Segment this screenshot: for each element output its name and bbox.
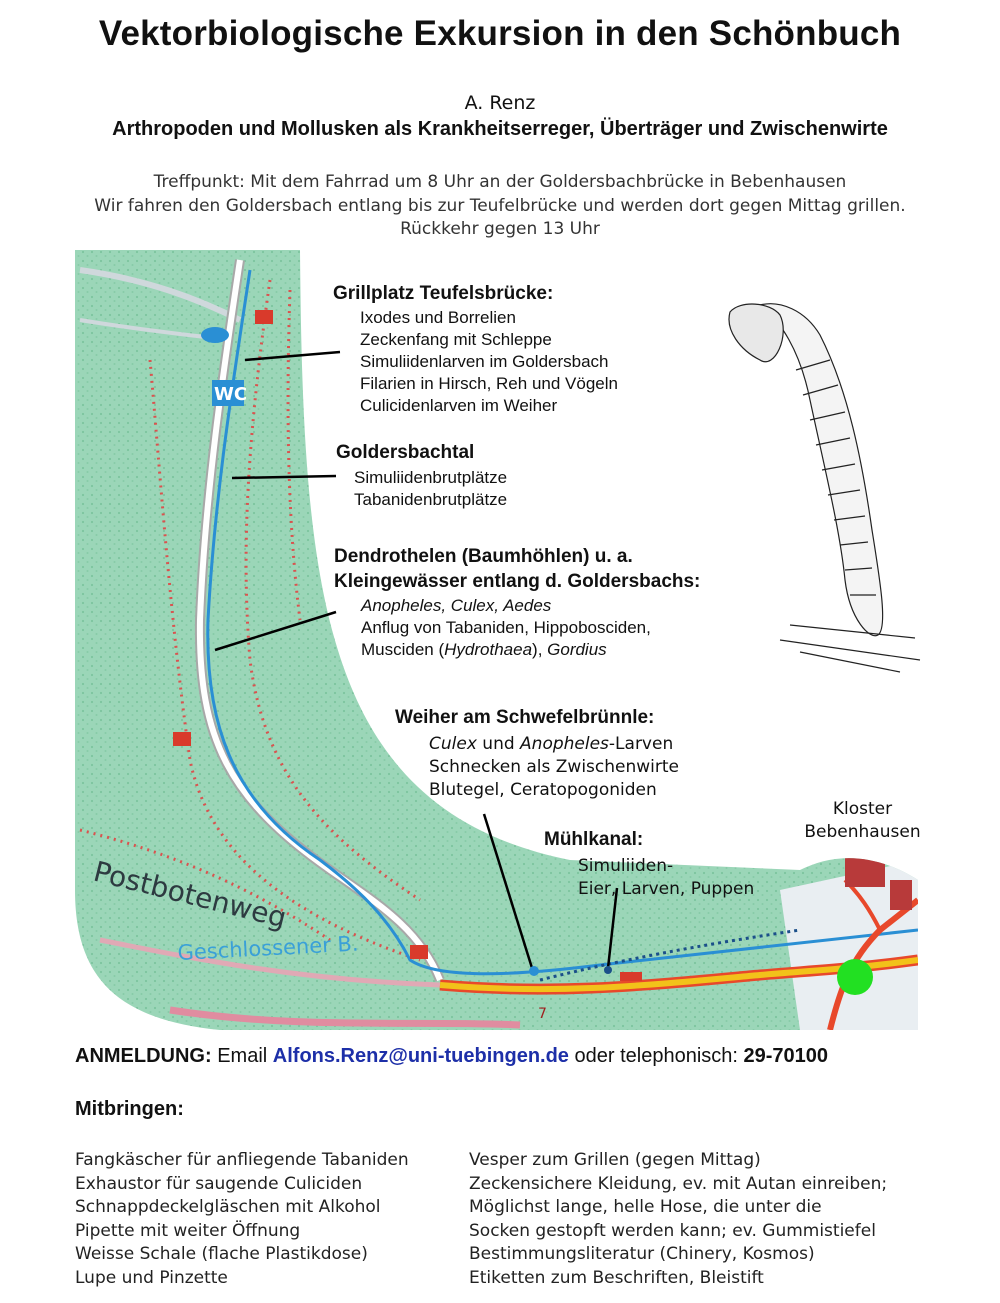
- author: A. Renz: [464, 92, 536, 114]
- list-item: Culex und Anopheles-Larven: [429, 734, 674, 754]
- list-item: Anflug von Tabaniden, Hippobosciden,: [361, 618, 651, 637]
- road-number: 7: [538, 1006, 547, 1022]
- list-item: Eier, Larven, Puppen: [578, 879, 755, 899]
- list-item: Fangkäscher für anfliegende Tabaniden: [75, 1150, 409, 1170]
- list-item: Schnappdeckelgläschen mit Alkohol: [75, 1197, 381, 1217]
- bring-list-right: [469, 1149, 887, 1290]
- list-item: Simuliiden-: [578, 856, 674, 876]
- list-item: Culicidenlarven im Weiher: [360, 396, 558, 415]
- list-item: Vesper zum Grillen (gegen Mittag): [469, 1150, 761, 1170]
- stop-weiher-title: Weiher am Schwefelbrünnle:: [395, 707, 655, 728]
- phone-number: 29-70100: [743, 1045, 829, 1067]
- place-label: Geschlossener B.: [177, 931, 360, 965]
- meeting-line-1: Treffpunkt: Mit dem Fahrrad um 8 Uhr an der Goldersbachbrücke in Bebenhausen: [153, 172, 847, 192]
- bring-heading: Mitbringen:: [75, 1098, 184, 1120]
- page-title: Vektorbiologische Exkursion in den Schönbuch: [98, 14, 902, 53]
- stop-dendrothelen-title-2: Kleingewässer entlang d. Goldersbachs:: [334, 571, 701, 592]
- list-item: Tabanidenbrutplätze: [354, 490, 508, 509]
- list-item: Zeckenfang mit Schleppe: [360, 330, 552, 349]
- list-item: Pipette mit weiter Öffnung: [75, 1220, 301, 1241]
- meeting-line-3: Rückkehr gegen 13 Uhr: [400, 219, 600, 239]
- stop-weiher-list: [429, 733, 679, 802]
- registration-line: ANMELDUNG: Email Alfons.Renz@uni-tuebingen.de oder telephonisch: 29-70100: [75, 1045, 829, 1067]
- wc-label: WC: [214, 384, 248, 405]
- list-item: Lupe und Pinzette: [75, 1267, 228, 1288]
- stop-dendrothelen-list: [361, 595, 651, 661]
- stop-grillplatz-title: Grillplatz Teufelsbrücke:: [333, 283, 554, 304]
- list-item: Ixodes und Borrelien: [360, 308, 516, 327]
- stop-dendrothelen-title-1: Dendrothelen (Baumhöhlen) u. a.: [334, 546, 633, 567]
- list-item: Zeckensichere Kleidung, ev. mit Autan einreiben;: [469, 1173, 888, 1194]
- stop-goldersbachtal-list: [354, 467, 507, 511]
- list-item: Anopheles, Culex, Aedes: [361, 596, 552, 615]
- stop-muehlkanal-title: Mühlkanal:: [544, 829, 644, 850]
- road-label: Postbotenweg: [90, 854, 290, 935]
- list-item: Schnecken als Zwischenwirte: [429, 757, 679, 777]
- email-link[interactable]: Alfons.Renz@uni-tuebingen.de: [272, 1045, 569, 1067]
- kloster-label: Kloster Bebenhausen: [804, 799, 921, 842]
- list-item: Weisse Schale (flache Plastikdose): [75, 1244, 368, 1264]
- list-item: Simuliidenbrutplätze: [354, 468, 508, 487]
- stop-grillplatz-list: [360, 307, 618, 417]
- list-item: Blutegel, Ceratopogoniden: [429, 780, 657, 800]
- start-point-marker: [837, 959, 873, 995]
- list-item: Musciden (Hydrothaea), Gordius: [361, 640, 607, 659]
- subtitle: Arthropoden und Mollusken als Krankheitserreger, Überträger und Zwischenwirte: [112, 118, 888, 140]
- stop-muehlkanal-list: [578, 855, 754, 901]
- list-item: Etiketten zum Beschriften, Bleistift: [469, 1267, 764, 1288]
- bring-list-left: [75, 1149, 409, 1290]
- list-item: Socken gestopft werden kann; ev. Gummistiefel: [469, 1220, 876, 1241]
- list-item: Filarien in Hirsch, Reh und Vögeln: [360, 374, 618, 393]
- list-item: Exhaustor für saugende Culiciden: [75, 1173, 363, 1194]
- list-item: Möglichst lange, helle Hose, die unter die: [469, 1197, 822, 1217]
- stop-goldersbachtal-title: Goldersbachtal: [336, 442, 475, 463]
- list-item: Bestimmungsliteratur (Chinery, Kosmos): [469, 1244, 815, 1264]
- meeting-line-2: Wir fahren den Goldersbach entlang bis zur Teufelbrücke und werden dort gegen Mittag grillen.: [94, 196, 906, 216]
- list-item: Simuliidenlarven im Goldersbach: [360, 352, 609, 371]
- stop-dendrothelen-title: [334, 544, 700, 594]
- simuliid-larva-drawing: [729, 304, 920, 672]
